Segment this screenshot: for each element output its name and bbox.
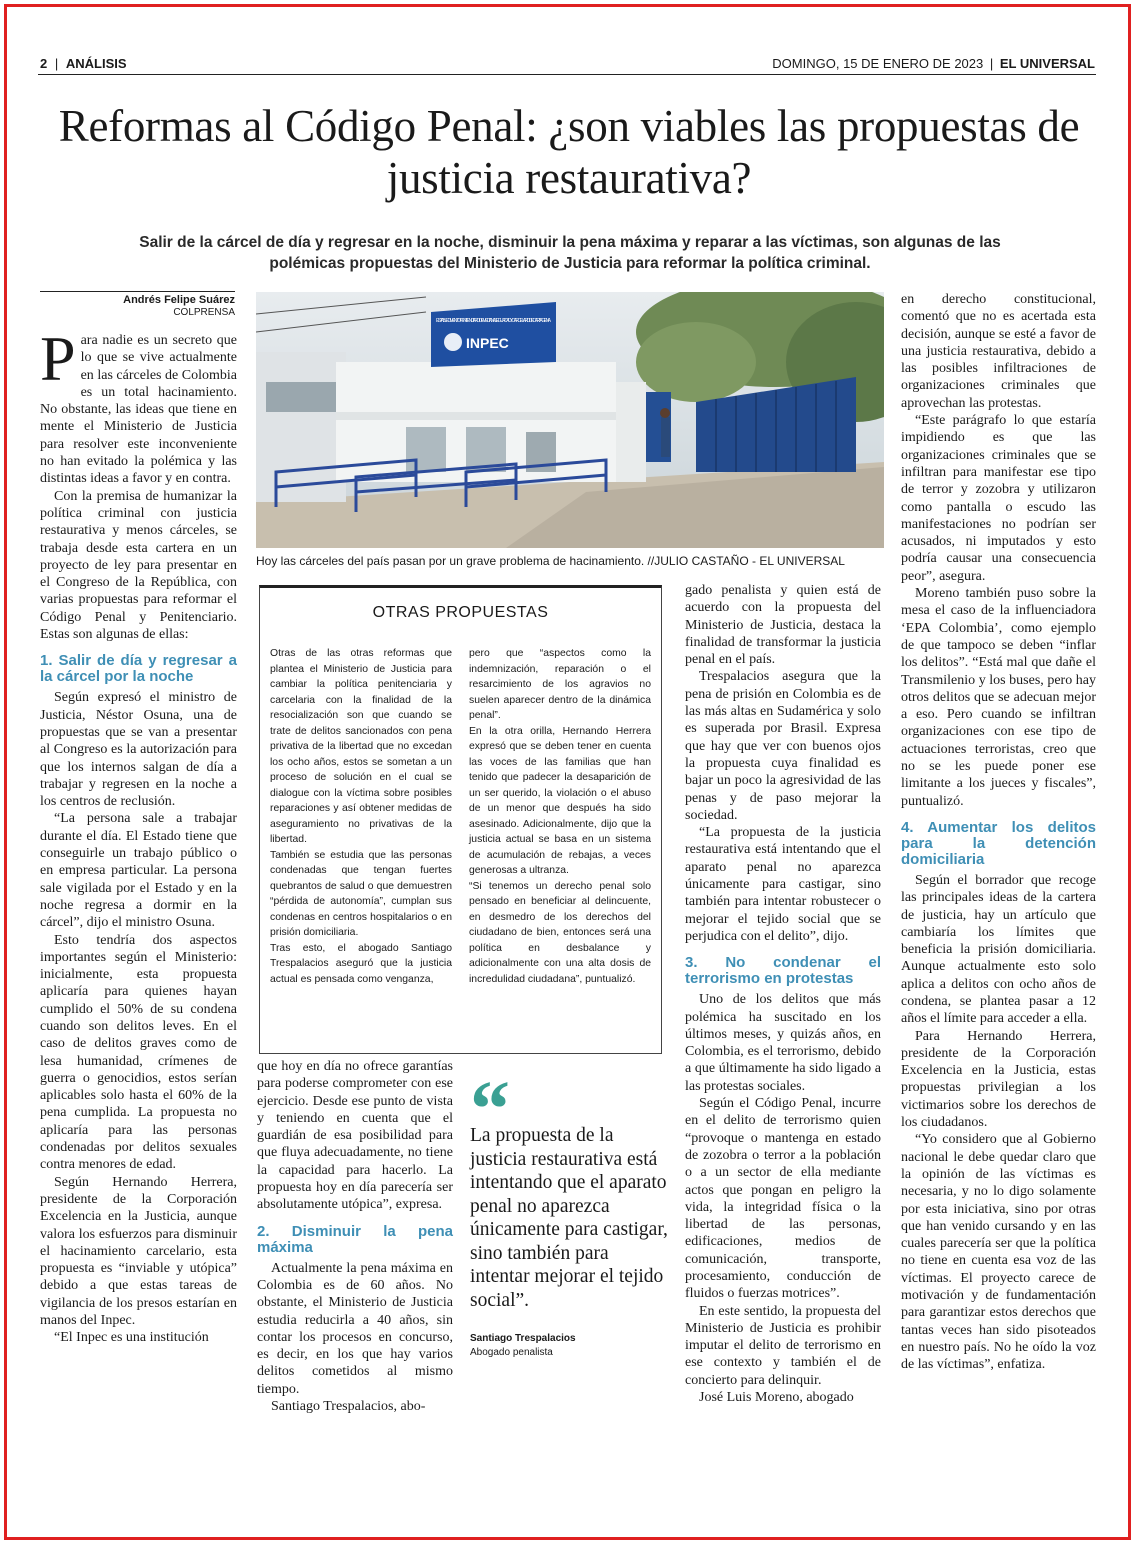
paragraph: “Este parágrafo lo que estaría impidiendo es que las organizaciones criminales que se infiltran para manifestar ese tipo de terror y zozobra y utilizaron como pantalla o escudo las manifestaciones no podrían ser acusados, ni imputados y esto podría causar una consecuencia peor”, asegura. [901,413,1096,584]
sign-logo: INPEC [466,335,509,351]
agency: COLPRENSA [173,307,235,318]
prison-photo [256,292,884,548]
paragraph: Según el Código Penal, incurre en el delito de terrorismo quien “provoque o mantenga en estado de zozobra o terror a la población o a un sector de ella mediante actos que pongan en peligro la vida, la integridad física o la libertad de las personas, edificaciones, medios de comunicación, transporte, procesamiento, conducción de fluidos o fuerzas motrices”. [685,1096,881,1302]
sidebar-paragraph: pero que “aspectos como la indemnización, reparación o el resarcimiento de los agravios no suelen aparecer dentro de la dinámica penal”. [469,648,651,721]
paragraph: Uno de los delitos que más polémica ha suscitado en los últimos meses, y quizás años, en Colombia, es el terrorismo, debido a que últimamente ha sido ligado a las protestas sociales. [685,992,881,1094]
column-1 [40,323,237,1347]
quote-attribution [470,1332,670,1360]
page-number: 2 [40,56,48,71]
newspaper-name: EL UNIVERSAL [999,56,1095,71]
paragraph: En este sentido, la propuesta del Ministerio de Justicia es prohibir imputar el delito de terrorismo en ese contexto y también el de concierto para delinquir. [685,1303,881,1388]
sidebar-paragraph: En la otra orilla, Hernando Herrera expresó que se deben tener en cuenta las voces de las familias que han tenido que padecer la desaparición de un ser querido, la violación o el abuso de un menor que después ha sido asesinado. Adicionalmente, dijo que la justicia actual se basa en un sistema de acumulación de rebajas, a veces generosas a ultranza. [469,725,651,876]
paragraph: “La propuesta de la justicia restaurativa está intentando que el aparato penal no aparezca únicamente para castigar, sino también para intentar robustecer o mejorar el tejido social que se perjudica con el delito”, dijo. [685,825,881,944]
paragraph: Trespalacios asegura que la pena de prisión en Colombia es de las más altas en Sudamérica y solo es superada por Brasil. Expresa que hay que ver con buenos ojos la propuesta cuya finalidad es bajar un poco la agresividad de las penas y de paso mejorar la sociedad. [685,669,881,823]
drop-cap: P [40,323,76,394]
sidebar-paragraph: Otras de las otras reformas que plantea el Ministerio de Justicia para cambiar la política penitenciaria y carcelaria con la finalidad de la resocialización son que cuando se trate de delitos sancionados con pena privativa de la libertad que no excedan los ocho años, estos se sometan a un proceso de solución en el cual se dialogue con la víctima sobre posibles reparaciones y así obtener medidas de aseguramiento no privativas de la libertad. [270,648,452,845]
lead-paragraph: Para nadie es un secreto que lo que se vive actualmente en las cárceles de Colombia es un total hacinamiento. No obstante, las ideas que tiene en mente el Ministerio de Justicia para resolver este inconveniente no han evitado la polémica y las distintas ideas a favor y en contra. [40,323,237,487]
subhead-3: 3. No condenar el terrorismo en protestas [685,954,881,988]
header-rule [38,74,1096,75]
sidebar-column-left [270,646,452,987]
subhead-2: 2. Disminuir la pena máxima [257,1222,453,1256]
sidebar-paragraph: “Si tenemos un derecho penal solo pensado en beneficiar al delincuente, en desmedro de los derechos del ciudadano de bien, entonces será una política en desbalance y adicionalmente con una alta dosis de incredulidad ciudadana”, puntualizó. [469,880,651,985]
paragraph: “Yo considero que al Gobierno nacional le debe quedar claro que la opinión de las víctimas es necesaria, y no lo digo solamente por esta iniciativa, sino por otras que han venido cursando y en las cuales parecería ser que la política no tiene en cuenta esa voz de las víctimas. El proyecto carece de motivación y de fundamentación para garantizar estos derechos que tantas veces han sido pisoteados en nuestro país. No he oído la voz de las víctimas”, enfatiza. [901,1132,1096,1373]
paragraph: Según el borrador que recoge las principales ideas de la cartera de justicia, hay un artículo que cambiaría los límites que beneficia la prisión domiciliaria. Aunque actualmente esto solo aplica a delitos con ocho años de condena, se plantea pasar a 12 años el límite para acceder a ella. [901,872,1096,1027]
pull-quote [470,1066,670,1360]
subhead-1: 1. Salir de día y regresar a la cárcel por la noche [40,652,237,686]
paragraph: José Luis Moreno, abogado [699,1390,854,1406]
paragraph: Según Hernando Herrera, presidente de la Corporación Excelencia en la Justicia, aunque valora los esfuerzos para disminuir el hacinamiento carcelario, esta propuesta es “inviable y utópica” debido a que estas tareas de vigilancia de los presos estarían en manos del Inpec. [40,1174,237,1329]
subhead-4: 4. Aumentar los delitos para la detención domiciliaria [901,818,1096,868]
deck: Salir de la cárcel de día y regresar en la noche, disminuir la pena máxima y reparar a las víctimas, son algunas de las polémicas propuestas del Ministerio de Justicia para reformar la política criminal. [139,234,1001,272]
section-name: ANÁLISIS [65,56,127,71]
paragraph: Esto tendría dos aspectos importantes según el Ministerio: inicialmente, esta propuesta aplicaría para quienes hayan cumplido el 50% de su condena cuando son delitos leves. En el caso de delitos graves como de lesa humanidad, crímenes de guerra o genocidios, estos serían aplicables solo hasta el 60% de la pena cumplida. La propuesta no aplicaría para las personas condenadas por delitos sexuales contra menores de edad. [40,932,237,1173]
paragraph: “El Inpec es una institución [54,1330,209,1346]
photo-caption: Hoy las cárceles del país pasan por un grave problema de hacinamiento. //JULIO CASTAÑO - EL UNIVERSAL [256,554,845,568]
headline: Reformas al Código Penal: ¿son viables las propuestas de justicia restaurativa? [58,101,1080,203]
sidebar-paragraph: También se estudia que las personas condenadas que tengan fuertes quebrantos de salud o que demuestren “pérdida de autonomía”, cumplan sus condenas en centros hospitalarios o en prisión domiciliaria. [270,849,452,938]
paragraph: “La persona sale a trabajar durante el día. El Estado tiene que conseguirle un trabajo público o en empresa particular. La persona sale vigilada por el Estado y en la noche regresa a dormir en la cárcel”, dijo el ministro Osuna. [40,811,237,931]
quote-mark-icon: “ [470,1066,510,1154]
sidebar-box [259,585,662,1054]
byline [40,291,235,319]
sign-text: ESTABLECIMIENTO PENITENCIARIO DE MEDIANA SEGURIDAD Y CARCELARIO DE CARTAGENA [436,318,551,324]
page-header-left: 2 | ANÁLISIS [40,56,127,71]
quote-role: Abogado penalista [470,1347,553,1358]
page-header-right: DOMINGO, 15 DE ENERO DE 2023 | EL UNIVERSAL [772,56,1095,71]
paragraph: Santiago Trespalacios, abo- [271,1399,426,1415]
paragraph: gado penalista y quien está de acuerdo con la propuesta del Ministerio de Justicia, destaca la finalidad de transformar la justicia penal en el país. [685,583,881,668]
column-2 [257,1058,453,1415]
sidebar-column-right [469,646,651,987]
paragraph: en derecho constitucional, comentó que no es acertada esta decisión, aunque se esté a favor de una justicia restaurativa, debido a las posibles infiltraciones de organizaciones criminales que aprovechan las protestas. [901,292,1096,411]
quote-text: La propuesta de la justicia restaurativa está intentando que el aparato penal no aparezca únicamente para castigar, sino también para intentar mejorar el tejido social”. [470,1125,668,1311]
prison-photo-image [256,292,884,548]
sidebar-paragraph: Tras esto, el abogado Santiago Trespalacios aseguró que la justicia actual es pensada como venganza, [270,942,452,985]
paragraph: Para Hernando Herrera, presidente de la Corporación Excelencia en la Justicia, estas propuestas privilegian a los victimarios sobre los derechos de los ciudadanos. [901,1028,1096,1131]
author: Andrés Felipe Suárez [123,294,235,306]
quote-author: Santiago Trespalacios [470,1333,576,1344]
paragraph: Moreno también puso sobre la mesa el caso de la influenciadora ‘EPA Colombia’, como ejemplo de que tampoco se deben “inflar los delitos”. “Está mal que dañe el Transmilenio y los buses, pero hay otros delitos que se adecuan mejor a eso. Pero cuando se infiltran organizaciones con ese tipo de actuaciones terroristas, creo que no se les puede poner ese limitante a los jueces y fiscales”, puntualizó. [901,586,1096,809]
paragraph: Actualmente la pena máxima en Colombia es de 60 años. No obstante, el Ministerio de Justicia estudia reducirla a 40 años, sin contar los procesos en concurso, es decir, en los que hay varios delitos cometidos al mismo tiempo. [257,1260,453,1397]
column-4 [901,291,1096,1374]
issue-date: DOMINGO, 15 DE ENERO DE 2023 [772,56,984,71]
paragraph: Con la premisa de humanizar la política criminal con justicia restaurativa y menos cárceles, se trabaja desde esta cartera en un proyecto de ley para presentar en el Congreso de la República, con varias propuestas para reformar el Código Penal y Penitenciario. Estas son algunas de ellas: [40,488,237,643]
paragraph: Según expresó el ministro de Justicia, Néstor Osuna, una de propuestas que se van a presentar al Congreso es la autorización para que los internos salgan de día a trabajar y regresen en la noche a los centros de reclusión. [40,690,237,810]
sidebar-title: OTRAS PROPUESTAS [372,604,549,621]
paragraph: que hoy en día no ofrece garantías para poderse comprometer con ese ejercicio. Desde ese punto de vista y teniendo en cuenta que el guardián de esa posibilidad para que fluya adecuadamente, no tiene la capacidad para hacerlo. La propuesta hoy en día parecería ser absolutamente utópica”, expresa. [257,1059,453,1213]
column-3 [685,582,881,1406]
